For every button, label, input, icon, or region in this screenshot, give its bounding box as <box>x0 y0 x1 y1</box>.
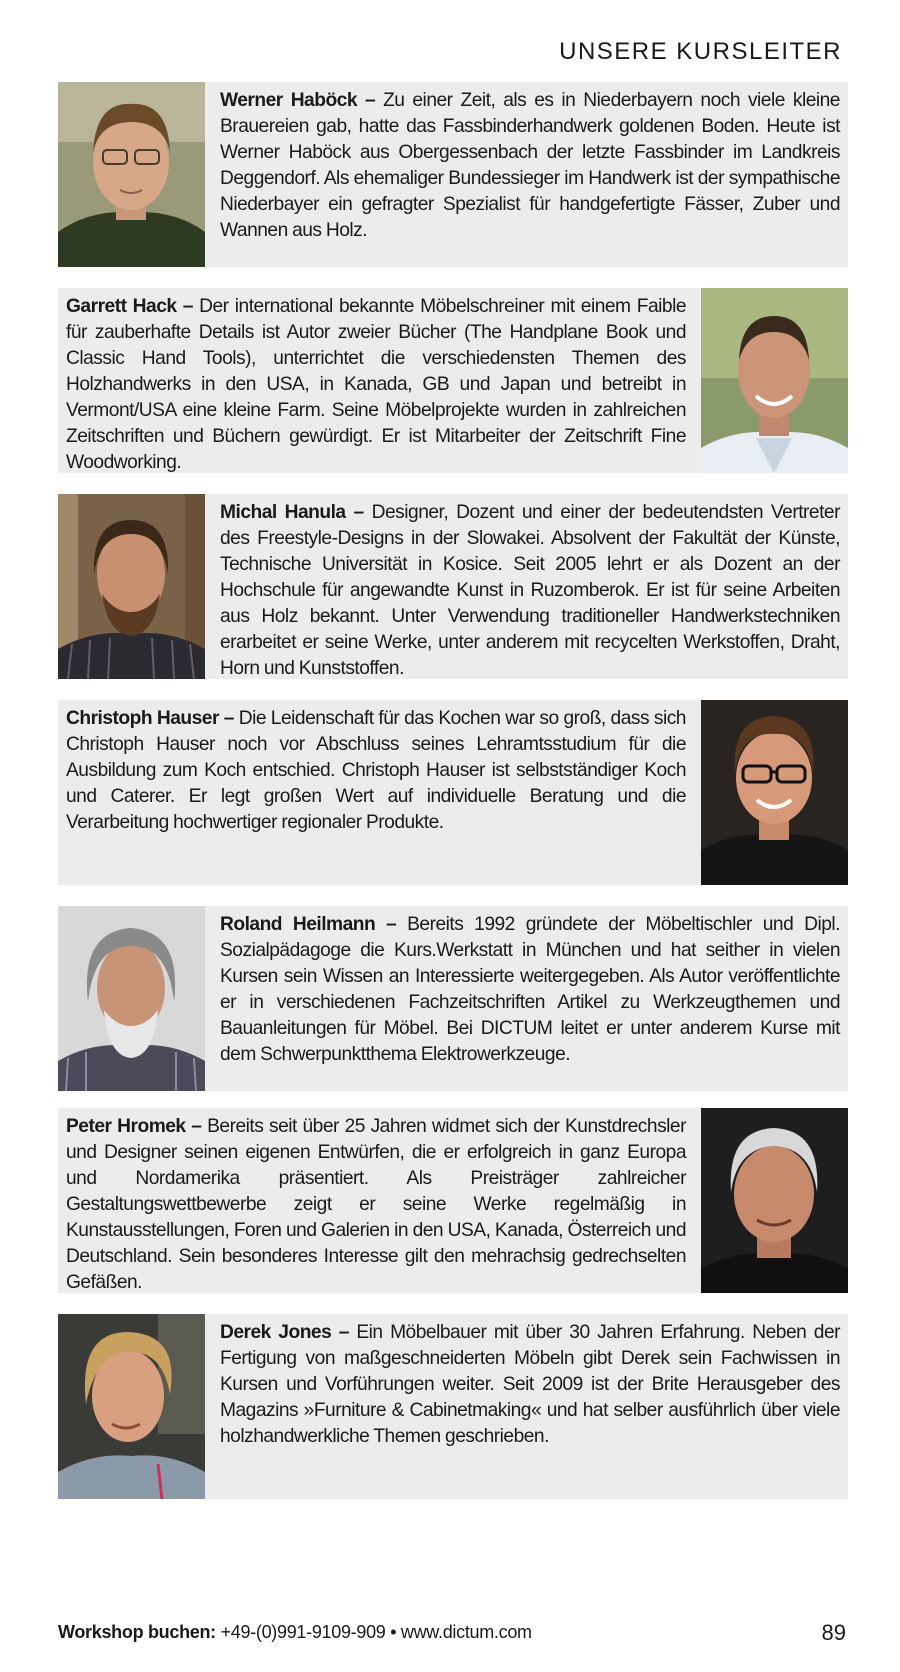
instructor-description: Der international bekannte Möbelschreiner mit einem Faible für zauberhafte Details ist Autor zweier Bücher (The Handplane Book und Classic Hand Tools), unterrichtet die verschiedensten Themen des Holzhandwerks in den USA, in Kanada, GB und Japan und betreibt in Vermont/USA eine kleine Farm. Seine Möbelprojekte wurden in zahlreichen Zeitschriften und Büchern gewürdigt. Er ist Mitarbeiter der Zeitschrift Fine Woodworking. <box>66 296 687 473</box>
portrait-photo <box>58 906 205 1091</box>
instructor-description: Bereits 1992 gründete der Möbeltischler und Dipl. Sozialpädagoge die Kurs.Werkstatt in München und hat seither in vielen Kursen sein Wissen an Interessierte weitergegeben. Als Autor veröffentlichte er in verschiedenen Fachzeitschriften Artikel zu Werkzeugthemen und Bauanleitungen für Möbel. Bei DICTUM leitet er unter anderem Kurse mit dem Schwerpunktthema Elektrowerkzeuge. <box>220 914 840 1065</box>
instructor-bio: Roland Heilmann – Bereits 1992 gründete der Möbeltischler und Dipl. Sozialpädagoge die Kurs.Werkstatt in München und hat seither in vielen Kursen sein Wissen an Interessierte weitergegeben. Als Autor veröffentlichte er in verschiedenen Fachzeitschriften Artikel zu Werkzeugthemen und Bauanleitungen für Möbel. Bei DICTUM leitet er unter anderem Kurse mit dem Schwerpunktthema Elektrowerkzeuge. <box>220 914 840 1065</box>
booking-contact: +49-(0)991-9109-909 • www.dictum.com <box>215 1622 532 1642</box>
portrait-photo <box>58 494 205 679</box>
instructor-bio: Werner Haböck – Zu einer Zeit, als es in Niederbayern noch viele kleine Brauereien gab, hatte das Fassbinderhandwerk goldenen Boden. Heute ist Werner Haböck aus Obergessenbach der letzte Fassbinder im Landkreis Deggendorf. Als ehemaliger Bundessieger im Handwerk ist der sympathische Niederbayer ein gefragter Spezialist für handgefertigte Fässer, Zuber und Wannen aus Holz. <box>220 90 840 241</box>
instructor-description: Bereits seit über 25 Jahren widmet sich der Kunstdrechsler und Designer seinen eigenen Entwürfen, die er erfolgreich in ganz Europa und Nordamerika präsentiert. Als Preisträger zahlreicher Gestaltungswettbewerbe zeigt er seine Werke regelmäßig in Kunstausstellungen, Foren und Galerien in den USA, Kanada, Österreich und Deutschland. Sein besonderes Interesse gilt den mehrachsig gedrechselten Gefäßen. <box>66 1116 686 1293</box>
instructor-entry <box>58 82 848 267</box>
instructor-bio: Garrett Hack – Der international bekannte Möbelschreiner mit einem Faible für zauberhafte Details ist Autor zweier Bücher (The Handplane Book und Classic Hand Tools), unterrichtet die verschiedensten Themen des Holzhandwerks in den USA, in Kanada, GB und Japan und betreibt in Vermont/USA eine kleine Farm. Seine Möbelprojekte wurden in zahlreichen Zeitschriften und Büchern gewürdigt. Er ist Mitarbeiter der Zeitschrift Fine Woodworking. <box>66 296 687 473</box>
instructor-entry <box>58 1108 848 1293</box>
instructor-name: Garrett Hack <box>66 296 177 317</box>
instructor-name: Christoph Hauser <box>66 708 219 729</box>
instructor-entry <box>58 494 848 679</box>
instructor-bio: Michal Hanula – Designer, Dozent und einer der bedeutendsten Vertreter des Freestyle-Designs in der Slowakei. Absolvent der Fakultät der Künste, Technische Universität in Kosice. Seit 2005 lehrt er als Dozent an der Hochschule für angewandte Kunst in Ruzomberok. Er ist für seine Arbeiten aus Holz bekannt. Unter Verwendung traditioneller Handwerkstechniken erarbeitet er seine Werke, unter anderem mit recycelten Werkstoffen, Draht, Horn und Kunststoffen. <box>220 502 840 679</box>
page-number: 89 <box>821 1620 846 1645</box>
instructor-entry <box>58 700 848 885</box>
instructor-name: Michal Hanula <box>220 502 346 523</box>
instructor-name: Werner Haböck <box>220 90 358 111</box>
instructor-bio: Derek Jones – Ein Möbelbauer mit über 30 Jahren Erfahrung. Neben der Fertigung von maßgeschneiderten Möbeln gibt Derek sein Fachwissen in Kursen und Vorführungen weiter. Seit 2009 ist der Brite Herausgeber des Magazins »Furniture & Cabinetmaking« und hat selber ausführlich über viele holzhandwerkliche Themen geschrieben. <box>220 1322 841 1447</box>
instructor-description: Zu einer Zeit, als es in Niederbayern noch viele kleine Brauereien gab, hatte das Fassbinderhandwerk goldenen Boden. Heute ist Werner Haböck aus Obergessenbach der letzte Fassbinder im Landkreis Deggendorf. Als ehemaliger Bundessieger im Handwerk ist der sympathische Niederbayer ein gefragter Spezialist für handgefertigte Fässer, Zuber und Wannen aus Holz. <box>220 90 840 241</box>
portrait-photo <box>701 1108 848 1293</box>
booking-footer <box>58 1622 532 1643</box>
portrait-photo <box>58 82 205 267</box>
booking-label: Workshop buchen: <box>58 1622 216 1642</box>
instructor-description: Ein Möbelbauer mit über 30 Jahren Erfahrung. Neben der Fertigung von maßgeschneiderten Möbeln gibt Derek sein Fachwissen in Kursen und Vorführungen weiter. Seit 2009 ist der Brite Herausgeber des Magazins »Furniture & Cabinetmaking« und hat selber ausführlich über viele holzhandwerkliche Themen geschrieben. <box>220 1322 841 1447</box>
portrait-photo <box>701 288 848 473</box>
portrait-photo <box>701 700 848 885</box>
instructor-bio: Peter Hromek – Bereits seit über 25 Jahren widmet sich der Kunstdrechsler und Designer seinen eigenen Entwürfen, die er erfolgreich in ganz Europa und Nordamerika präsentiert. Als Preisträger zahlreicher Gestaltungswettbewerbe zeigt er seine Werke regelmäßig in Kunstausstellungen, Foren und Galerien in den USA, Kanada, Österreich und Deutschland. Sein besonderes Interesse gilt den mehrachsig gedrechselten Gefäßen. <box>66 1116 686 1293</box>
instructor-description: Die Leidenschaft für das Kochen war so groß, dass sich Christoph Hauser noch vor Abschluss seines Lehramtsstudium für die Ausbildung zum Koch entschied. Christoph Hauser ist selbstständiger Koch und Caterer. Er legt großen Wert auf individuelle Beratung und die Verarbeitung hochwertiger regionaler Produkte. <box>66 708 686 833</box>
instructor-name: Peter Hromek <box>66 1116 186 1137</box>
instructor-bio: Christoph Hauser – Die Leidenschaft für das Kochen war so groß, dass sich Christoph Hauser noch vor Abschluss seines Lehramtsstudium für die Ausbildung zum Koch entschied. Christoph Hauser ist selbstständiger Koch und Caterer. Er legt großen Wert auf individuelle Beratung und die Verarbeitung hochwertiger regionaler Produkte. <box>66 708 686 833</box>
instructor-entry <box>58 906 848 1091</box>
instructor-name: Roland Heilmann <box>220 914 376 935</box>
instructor-entry <box>58 288 848 473</box>
instructor-name: Derek Jones <box>220 1322 332 1343</box>
instructor-description: Designer, Dozent und einer der bedeutendsten Vertreter des Freestyle-Designs in der Slowakei. Absolvent der Fakultät der Künste, Technische Universität in Kosice. Seit 2005 lehrt er als Dozent an der Hochschule für angewandte Kunst in Ruzomberok. Er ist für seine Arbeiten aus Holz bekannt. Unter Verwendung traditioneller Handwerkstechniken erarbeitet er seine Werke, unter anderem mit recycelten Werkstoffen, Draht, Horn und Kunststoffen. <box>220 502 840 679</box>
instructor-entry <box>58 1314 848 1499</box>
portrait-photo <box>58 1314 205 1499</box>
page-title: UNSERE KURSLEITER <box>559 38 842 65</box>
